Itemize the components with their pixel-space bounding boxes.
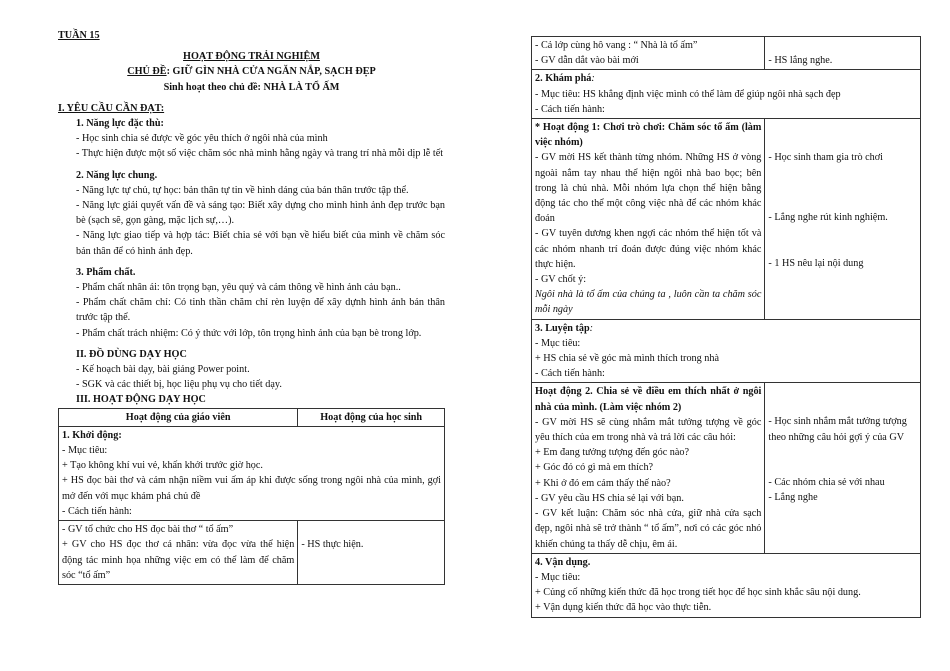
doc-subtitle: Sinh hoạt theo chủ đề: NHÀ LÀ TỔ ẤM	[163, 81, 340, 93]
para: + Góc đó có gì mà em thích?	[535, 462, 654, 474]
right-page	[531, 36, 921, 618]
para: - HS thực hiện.	[301, 539, 364, 551]
para: - Năng lực giải quyết vấn đề và sáng tạo: Biết xây dựng cho mình hình ảnh đẹp trước bạn bè (sạch sẽ, gọn gàng, mặc lịch sự,…).	[76, 200, 445, 227]
para: + Củng cố những kiến thức đã học trong tiết học để học sinh khắc sâu nội dung.	[535, 587, 861, 599]
para: - GV dẫn dắt vào bài mới	[535, 55, 639, 67]
section-3-heading: III. HOẠT ĐỘNG DẠY HỌC	[76, 394, 206, 406]
para: - GV mời HS sẽ cùng nhắm mắt tưởng tượng về góc yêu thích của em trong nhà và trả lời các câu hỏi:	[535, 416, 762, 444]
para: - Các nhóm chia sẻ với nhau	[768, 476, 885, 488]
week-label: TUẦN 15	[58, 30, 100, 41]
para: + Em đang tưởng tượng đến góc nào?	[535, 447, 690, 459]
para: - Học sinh chia sẻ được về góc yêu thích ở ngôi nhà của mình	[76, 133, 328, 145]
warmup-title: 1. Khởi động:	[62, 429, 122, 441]
para: - Học sinh tham gia trò chơi	[768, 152, 883, 164]
para: - GV tổ chức cho HS đọc bài thơ “ tổ ấm”	[62, 524, 234, 536]
explore-cell	[532, 70, 921, 119]
heading-3: 3. Phẩm chất.	[76, 266, 136, 278]
activity-table-left	[58, 408, 445, 585]
para: Ngôi nhà là tổ ấm của chúng ta , luôn cần ta chăm sóc mỗi ngày	[535, 289, 762, 316]
practice-title: 3. Luyện tập	[535, 322, 590, 334]
para: - Năng lực giao tiếp và hợp tác: Biết chia sẻ với bạn về hiểu biết của mình về chăm sóc bản thân để có hình ảnh đẹp.	[76, 230, 445, 257]
para: - Phẩm chất trách nhiệm: Có ý thức với lớp, tôn trọng hình ảnh của bạn bè trong lớp.	[76, 327, 422, 339]
para: - Học sinh nhắm mắt tưởng tượng theo những câu hỏi gợi ý của GV	[768, 416, 907, 443]
para: - Kế hoạch bài dạy, bài giảng Power point.	[76, 364, 250, 376]
student-cell	[765, 383, 921, 553]
teacher-cell	[532, 37, 765, 70]
para: + HS đọc bài thơ và cảm nhận niềm vui ấm áp khi được sống trong ngôi nhà của mình, gợi mở đến với mục khám phá chủ đề	[62, 475, 441, 502]
para: - 1 HS nêu lại nội dung	[768, 258, 864, 270]
activity-table-right	[531, 36, 921, 618]
practice-colon: :	[589, 322, 594, 334]
explore-colon: :	[591, 73, 595, 85]
student-cell	[298, 521, 445, 585]
para: - GV yêu cầu HS chia sẻ lại với bạn.	[535, 492, 684, 504]
para: - Thực hiện được một số việc chăm sóc nhà mình hằng ngày và trang trí nhà mỗi dịp lễ tết	[76, 148, 444, 160]
para: - Mục tiêu:	[535, 571, 581, 583]
doc-title: HOẠT ĐỘNG TRẢI NGHIỆM	[183, 51, 320, 63]
section-2-heading: II. ĐỒ DÙNG DẠY HỌC	[76, 348, 187, 360]
warmup-cell	[59, 426, 445, 520]
column-header-teacher: Hoạt động của giáo viên	[59, 408, 298, 426]
para: - Mục tiêu:	[535, 337, 581, 349]
para: - GV tuyên dương khen ngợi các nhóm thể hiện tốt và các nhóm nhanh trí đoán được đúng việc nhóm khác thực hiện.	[535, 228, 762, 270]
para: - Cả lớp cùng hô vang : “ Nhà là tổ ấm”	[535, 40, 698, 51]
para: - Phẩm chất chăm chỉ: Có tinh thần chăm chỉ rèn luyện để xây dựnh hình ảnh bản thân trước tập thể.	[76, 297, 445, 324]
para: - Lắng nghe rút kinh nghiệm.	[768, 212, 888, 224]
activity-1-title: * Hoạt động 1: Chơi trò chơi: Chăm sóc tổ ấm (làm việc nhóm)	[535, 122, 762, 149]
para: - GV kết luận: Chăm sóc nhà cửa, giữ nhà cửa sạch đẹp, ngôi nhà sẽ trở thành “ tổ ấm”, nơi có các góc nhỏ khiến chúng ta thấy dễ chịu, êm ái.	[535, 508, 762, 550]
student-cell	[765, 119, 921, 320]
column-header-student: Hoạt động của học sinh	[298, 408, 445, 426]
practice-cell	[532, 319, 921, 383]
explore-title-line	[535, 71, 917, 86]
student-cell	[765, 37, 921, 70]
topic-line	[58, 64, 445, 79]
para: + Vận dụng kiến thức đã học vào thực tiễn.	[535, 602, 712, 614]
para: - HS lắng nghe.	[768, 55, 833, 66]
para: - Năng lực tự chủ, tự học: bản thân tự tin về hình dáng của bản thân trước tập thể.	[76, 184, 409, 196]
apply-title: 4. Vận dụng.	[535, 556, 591, 568]
para: - Phẩm chất nhân ái: tôn trọng bạn, yêu quý và cảm thông về hình ảnh cảu bạn..	[76, 282, 401, 294]
para: + HS chia sẻ về góc mà mình thích trong nhà	[535, 353, 719, 365]
apply-cell	[532, 553, 921, 617]
heading-1: 1. Năng lực đặc thù:	[76, 118, 164, 130]
para: - Lắng nghe	[768, 492, 818, 504]
activity-2-title: Hoạt động 2. Chia sẻ về điều em thích nhất ở ngôi nhà của mình. (Làm việc nhóm 2)	[535, 386, 762, 413]
topic-label: CHỦ ĐỀ	[127, 66, 167, 78]
para: - GV mời HS kết thành từng nhóm. Những HS ở vòng ngoài nắm tay nhau thể hiện ngôi nhà bao bọc; bên trong là chủ nhà. Mỗi nhóm lựa chọn thể hiện bằng động tác cho thể một công việc nhà để các nhóm khác đoán	[535, 152, 762, 225]
topic-text: : GIỮ GÌN NHÀ CỬA NGĂN NẮP, SẠCH ĐẸP	[166, 66, 376, 78]
teacher-cell	[532, 119, 765, 320]
explore-title: 2. Khám phá	[535, 73, 592, 85]
left-page	[58, 28, 445, 585]
para: - GV chốt ý:	[535, 274, 587, 286]
para: + GV cho HS đọc thơ cá nhân: vừa đọc vừa thể hiện động tác minh họa những việc em có thể làm để chăm sóc “tổ ấm”	[62, 539, 295, 581]
para: - Cách tiến hành:	[535, 103, 605, 115]
para: - Mục tiêu:	[62, 445, 108, 457]
para: - Cách tiến hành:	[62, 505, 132, 517]
heading-2: 2. Năng lực chung.	[76, 169, 158, 181]
practice-title-line	[535, 321, 917, 336]
para: - Cách tiến hành:	[535, 368, 605, 380]
para: - SGK và các thiết bị, học liệu phụ vụ cho tiết dạy.	[76, 379, 282, 391]
para: + Khi ở đó em cảm thấy thế nào?	[535, 477, 671, 489]
para: + Tạo không khí vui vẻ, khấn khởi trước giờ học.	[62, 460, 263, 472]
para: - Mục tiêu: HS khẳng định việc mình có thể làm để giúp ngôi nhà sạch đẹp	[535, 88, 841, 100]
section-1-heading: I. YÊU CẦU CẦN ĐẠT:	[58, 102, 165, 114]
teacher-cell	[59, 521, 298, 585]
teacher-cell	[532, 383, 765, 553]
